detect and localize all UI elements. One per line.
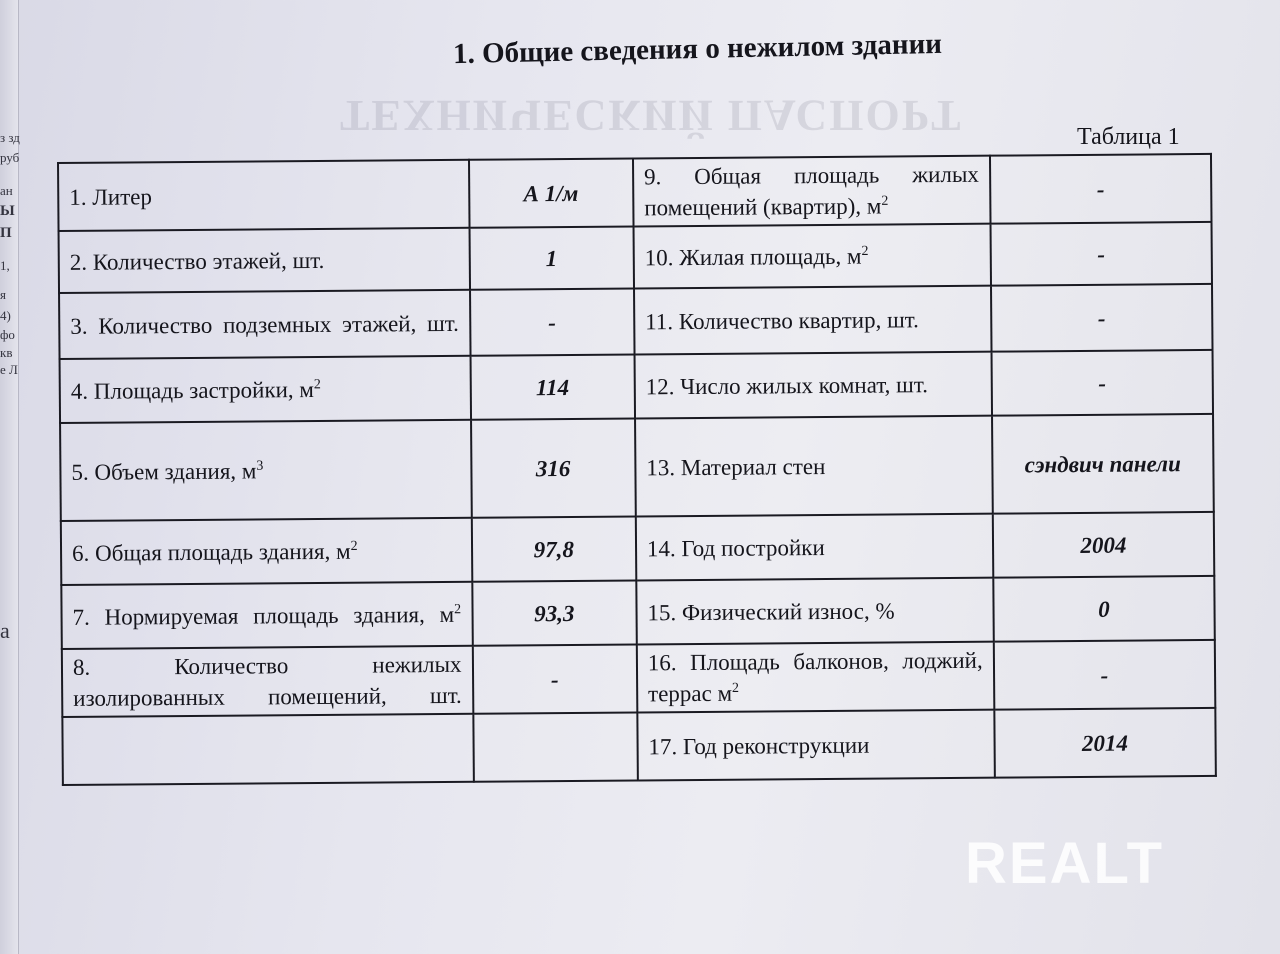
value-cell [473, 713, 638, 782]
edge-fragment: 1, [0, 258, 10, 273]
value-cell: - [990, 154, 1212, 224]
realt-watermark-logo: REALT [965, 831, 1165, 896]
value-cell: - [990, 222, 1212, 286]
label-cell: 5. Объем здания, $м^3$ [60, 420, 471, 521]
label-cell: 6. Общая площадь здания, $м^2$ [61, 518, 472, 585]
table-row [62, 708, 1215, 785]
edge-fragment: е Л [0, 362, 18, 377]
label-cell: 4. Площадь застройки, $м^2$ [60, 356, 471, 423]
table-row [60, 414, 1214, 521]
label-cell: 11. Количество квартир, шт. [634, 286, 991, 355]
value-cell: - [472, 645, 637, 714]
label-cell: 14. Год постройки [636, 514, 993, 581]
edge-fragment: ан [0, 183, 13, 198]
value-cell: 316 [471, 419, 636, 518]
table-row [61, 512, 1214, 585]
adjacent-page-edge [0, 0, 19, 954]
value-cell: 0 [993, 576, 1215, 642]
value-cell: 1 [469, 227, 634, 290]
label-cell: 16. Площадь балконов, лоджий, террас $м^2$ [637, 642, 994, 713]
table-row [58, 154, 1211, 231]
value-cell: сэндвич панели [992, 414, 1214, 514]
label-cell: 12. Число жилых комнат, шт. [634, 352, 991, 419]
edge-fragment: руб [0, 150, 20, 165]
label-cell: 8. Количество нежилых изолированных помещений, шт. [62, 646, 473, 717]
table-row [60, 350, 1213, 423]
table-row [59, 222, 1212, 293]
table-caption: Таблица 1 [1077, 124, 1180, 150]
building-info-table [57, 153, 1217, 786]
value-cell: - [991, 350, 1213, 416]
page-title: 1. Общие сведения о нежилом здании [452, 27, 943, 71]
edge-fragment: Ы [0, 203, 15, 219]
edge-fragment: а [0, 618, 10, 643]
value-cell: А 1/м [469, 158, 634, 227]
edge-fragment: я [0, 287, 6, 302]
edge-fragment: 4) [0, 308, 11, 323]
value-cell: - [470, 289, 635, 356]
label-cell: 13. Материал стен [635, 416, 993, 517]
label-cell [62, 714, 473, 785]
edge-fragment: з зд [0, 130, 20, 145]
edge-fragment: П [0, 225, 12, 241]
label-cell: 7. Нормируемая площадь здания, $м^2$ [61, 582, 472, 649]
label-cell: 15. Физический износ, % [636, 578, 993, 645]
value-cell: 2004 [993, 512, 1215, 578]
value-cell: 2014 [994, 708, 1216, 778]
value-cell: 93,3 [472, 581, 637, 646]
label-cell: 10. Жилая площадь, $м^2$ [633, 224, 990, 289]
label-cell: 1. Литер [58, 160, 469, 231]
table-row [61, 576, 1214, 649]
label-cell: 3. Количество подземных этажей, шт. [59, 290, 470, 359]
value-cell: - [994, 640, 1216, 710]
label-cell: 9. Общая площадь жилых помещений (квартир), $м^2$ [633, 156, 990, 227]
label-cell: 2. Количество этажей, шт. [59, 228, 470, 293]
table-row [62, 640, 1215, 717]
value-cell: - [991, 284, 1213, 352]
value-cell: 97,8 [471, 517, 636, 582]
edge-fragment: кв [0, 345, 13, 360]
edge-fragment: фо [0, 327, 15, 342]
value-cell: 114 [470, 355, 635, 420]
table-row [59, 284, 1212, 359]
label-cell: 17. Год реконструкции [637, 710, 994, 781]
show-through-heading: ТЕХНИЧЕСКИЙ ПАСПОРТ [340, 91, 963, 140]
